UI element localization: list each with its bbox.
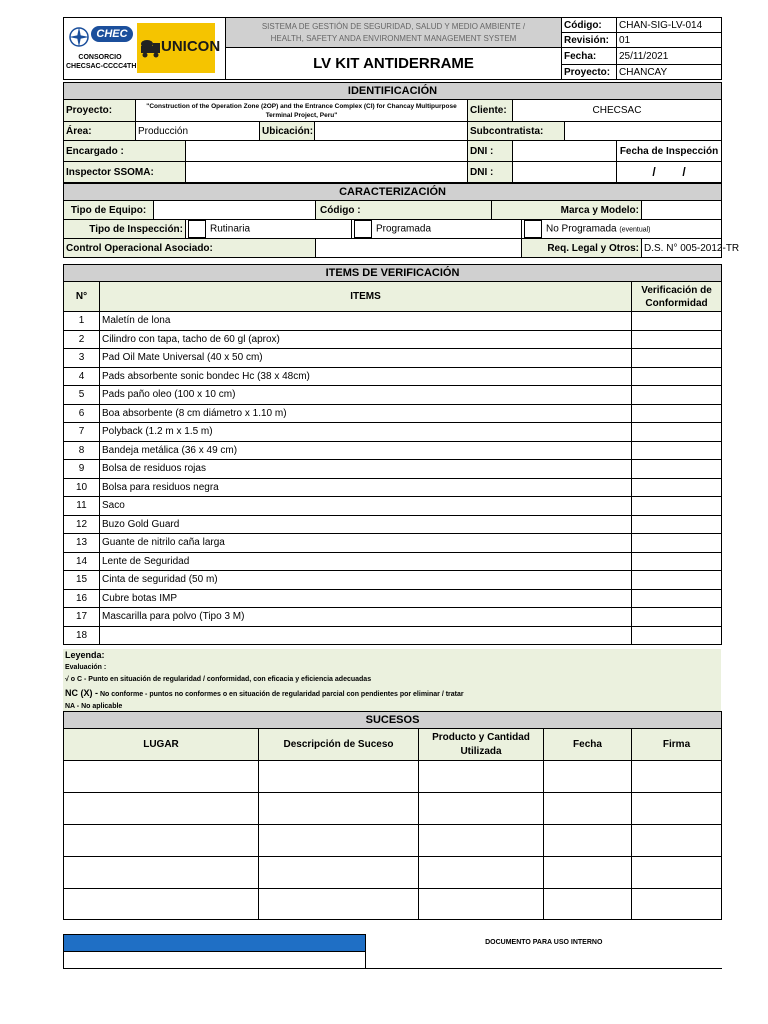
rutinaria-label: Rutinaria (210, 223, 251, 235)
sucesos-row (64, 825, 722, 857)
fecha-cell[interactable] (544, 889, 632, 920)
desc-cell[interactable] (259, 889, 419, 920)
req-legal-label: Req. Legal y Otros: (522, 239, 642, 258)
meta-value-fecha: 25/11/2021 (617, 48, 722, 65)
item-row (64, 571, 722, 590)
leyenda-nc-text: No conforme - puntos no conformes o en situación de regularidad parcial con pendientes por eliminar / tratar (98, 690, 464, 698)
cliente-value[interactable]: CHECSAC (513, 100, 722, 122)
item-verification-cell[interactable] (632, 441, 722, 460)
item-verification-cell[interactable] (632, 515, 722, 534)
item-text: Polyback (1.2 m x 1.5 m) (100, 423, 632, 442)
leyenda-c: √ o C - Punto en situación de regularidad / conformidad, con eficacia y eficiencia adecuadas (65, 676, 372, 683)
item-text: Mascarilla para polvo (Tipo 3 M) (100, 608, 632, 627)
inspector-field[interactable] (186, 162, 468, 183)
item-text: Cubre botas IMP (100, 589, 632, 608)
item-number: 14 (64, 552, 100, 571)
identificacion-title: IDENTIFICACIÓN (64, 83, 722, 100)
meta-label-proyecto: Proyecto: (562, 65, 617, 80)
col-prod-line1: Producto y Cantidad (432, 731, 530, 743)
dni-field-1[interactable] (513, 141, 617, 162)
item-number: 5 (64, 386, 100, 405)
encargado-field[interactable] (186, 141, 468, 162)
item-verification-cell[interactable] (632, 608, 722, 627)
item-row (64, 589, 722, 608)
item-row (64, 441, 722, 460)
lugar-cell[interactable] (64, 761, 259, 793)
item-verification-cell[interactable] (632, 423, 722, 442)
system-title-cell (226, 18, 562, 48)
opt-programada[interactable] (352, 220, 522, 239)
item-row (64, 534, 722, 553)
marca-field[interactable] (642, 201, 722, 220)
no-programada-label: No Programada (546, 223, 617, 235)
item-verification-cell[interactable] (632, 626, 722, 645)
item-row (64, 349, 722, 368)
dni-label-1: DNI : (468, 141, 513, 162)
unicon-logo (137, 23, 221, 73)
item-row (64, 497, 722, 516)
item-number: 10 (64, 478, 100, 497)
firma-cell[interactable] (632, 825, 722, 857)
prod-cell[interactable] (419, 793, 544, 825)
subcontratista-label: Subcontratista: (468, 122, 565, 141)
col-desc-header: Descripción de Suceso (259, 729, 419, 761)
item-text: Lente de Seguridad (100, 552, 632, 571)
col-firma-header: Firma (632, 729, 722, 761)
item-row (64, 367, 722, 386)
footer-blank-cell (64, 952, 366, 969)
item-verification-cell[interactable] (632, 330, 722, 349)
tipo-equipo-field[interactable] (154, 201, 316, 220)
header-table (63, 17, 722, 80)
item-number: 1 (64, 312, 100, 331)
col-lugar-header: LUGAR (64, 729, 259, 761)
desc-cell[interactable] (259, 857, 419, 889)
item-number: 8 (64, 441, 100, 460)
items-body (64, 312, 722, 645)
col-verif-line1: Verificación de (641, 284, 712, 296)
item-verification-cell[interactable] (632, 571, 722, 590)
meta-value-proyecto: CHANCAY (617, 65, 722, 80)
item-number: 7 (64, 423, 100, 442)
leyenda-evaluacion: Evaluación : (65, 663, 107, 671)
firma-cell[interactable] (632, 889, 722, 920)
desc-cell[interactable] (259, 761, 419, 793)
item-text: Bolsa de residuos rojas (100, 460, 632, 479)
item-row (64, 404, 722, 423)
item-row (64, 386, 722, 405)
rutinaria-checkbox[interactable] (188, 220, 206, 238)
opt-rutinaria[interactable] (186, 220, 352, 239)
item-verification-cell[interactable] (632, 478, 722, 497)
sucesos-row (64, 793, 722, 825)
cliente-label: Cliente: (468, 100, 513, 122)
item-row (64, 552, 722, 571)
sucesos-row (64, 761, 722, 793)
item-text: Bolsa para residuos negra (100, 478, 632, 497)
fecha-cell[interactable] (544, 857, 632, 889)
sucesos-title: SUCESOS (64, 712, 722, 729)
area-value[interactable]: Producción (136, 122, 260, 141)
col-fecha-header: Fecha (544, 729, 632, 761)
eventual-label: (eventual) (619, 226, 651, 234)
codigo-label: Código : (316, 201, 492, 220)
consorcio-logo (66, 20, 137, 78)
sucesos-row (64, 857, 722, 889)
item-text: Pads paño oleo (100 x 10 cm) (100, 386, 632, 405)
dni-label-2: DNI : (468, 162, 513, 183)
item-row (64, 608, 722, 627)
system-line1: SISTEMA DE GESTIÓN DE SEGURIDAD, SALUD Y MEDIO AMBIENTE / (261, 21, 526, 31)
lugar-cell[interactable] (64, 857, 259, 889)
tipo-inspeccion-label: Tipo de Inspección: (64, 220, 186, 239)
programada-label: Programada (376, 223, 432, 235)
consorcio-line2: CHECSAC-CCCC4TH (66, 63, 137, 70)
item-verification-cell[interactable] (632, 312, 722, 331)
item-verification-cell[interactable] (632, 404, 722, 423)
item-verification-cell[interactable] (632, 460, 722, 479)
compass-icon (68, 26, 90, 48)
leyenda-na: NA - No aplicable (65, 703, 123, 710)
items-table (63, 264, 722, 645)
item-number: 12 (64, 515, 100, 534)
items-title: ITEMS DE VERIFICACIÓN (64, 265, 722, 282)
proyecto-label: Proyecto: (64, 100, 136, 122)
item-verification-cell[interactable] (632, 367, 722, 386)
unicon-text: UNICON (161, 38, 221, 55)
item-text: Pads absorbente sonic bondec Hc (38 x 48cm) (100, 367, 632, 386)
footer-blue-bar (64, 935, 366, 952)
leyenda-nc-prefix: NC (X) - (65, 687, 98, 698)
item-row (64, 312, 722, 331)
inspector-label: Inspector SSOMA: (64, 162, 186, 183)
fecha-cell[interactable] (544, 761, 632, 793)
col-prod-line2: Utilizada (460, 745, 502, 757)
ubicacion-field[interactable] (315, 122, 468, 141)
item-number: 15 (64, 571, 100, 590)
consorcio-line1: CONSORCIO (78, 54, 122, 61)
item-text: Cilindro con tapa, tacho de 60 gl (aprox) (100, 330, 632, 349)
item-text: Maletín de lona (100, 312, 632, 331)
item-text: Boa absorbente (8 cm diámetro x 1.10 m) (100, 404, 632, 423)
req-legal-value[interactable]: D.S. N° 005-2012-TR (642, 239, 722, 258)
prod-cell[interactable] (419, 761, 544, 793)
meta-label-fecha: Fecha: (562, 48, 617, 65)
item-text: Saco (100, 497, 632, 516)
item-number: 11 (64, 497, 100, 516)
col-prod-header (419, 729, 544, 761)
prod-cell[interactable] (419, 857, 544, 889)
desc-cell[interactable] (259, 825, 419, 857)
area-label: Área: (64, 122, 136, 141)
item-text: Guante de nitrilo caña larga (100, 534, 632, 553)
leyenda-title: Leyenda: (65, 650, 105, 660)
prod-cell[interactable] (419, 825, 544, 857)
caracterizacion-table (63, 183, 740, 258)
mixer-truck-icon (140, 37, 162, 59)
item-text (100, 626, 632, 645)
fecha-cell[interactable] (544, 793, 632, 825)
leyenda-box (63, 649, 721, 711)
caracterizacion-title: CARACTERIZACIÓN (64, 184, 722, 201)
col-verif-line2: Conformidad (645, 297, 708, 309)
meta-label-revision: Revisión: (562, 33, 617, 48)
proyecto-value: "Construction of the Operation Zone (2OP) and the Entrance Complex (CI) for Chancay Multipurpose Terminal Project, Peru" (136, 100, 468, 122)
item-number: 3 (64, 349, 100, 368)
ubicacion-label: Ubicación: (260, 122, 315, 141)
item-number: 13 (64, 534, 100, 553)
item-number: 18 (64, 626, 100, 645)
item-row (64, 423, 722, 442)
fecha-cell[interactable] (544, 825, 632, 857)
opt-no-programada[interactable] (522, 220, 722, 239)
item-text: Pad Oil Mate Universal (40 x 50 cm) (100, 349, 632, 368)
item-row (64, 478, 722, 497)
lugar-cell[interactable] (64, 793, 259, 825)
item-row (64, 626, 722, 645)
item-number: 16 (64, 589, 100, 608)
leyenda-nc (65, 687, 719, 702)
identificacion-table (63, 82, 722, 183)
item-number: 9 (64, 460, 100, 479)
meta-value-revision: 01 (617, 33, 722, 48)
item-text: Bandeja metálica (36 x 49 cm) (100, 441, 632, 460)
item-text: Cinta de seguridad (50 m) (100, 571, 632, 590)
item-number: 6 (64, 404, 100, 423)
fecha-inspeccion-label: Fecha de Inspección (617, 141, 722, 162)
firma-cell[interactable] (632, 793, 722, 825)
lugar-cell[interactable] (64, 889, 259, 920)
col-n-header: N° (64, 282, 100, 312)
item-verification-cell[interactable] (632, 534, 722, 553)
no-programada-checkbox[interactable] (524, 220, 542, 238)
dni-field-2[interactable] (513, 162, 617, 183)
sucesos-row (64, 889, 722, 920)
fecha-inspeccion-field[interactable]: / / (617, 162, 722, 183)
firma-cell[interactable] (632, 857, 722, 889)
item-verification-cell[interactable] (632, 349, 722, 368)
chec-logo: CHEC (91, 26, 133, 42)
system-line2: HEALTH, SAFETY ANDA ENVIRONMENT MANAGEMENT SYSTEM (270, 33, 517, 43)
item-verification-cell[interactable] (632, 386, 722, 405)
firma-cell[interactable] (632, 761, 722, 793)
footer-text: DOCUMENTO PARA USO INTERNO (366, 935, 722, 969)
col-items-header: ITEMS (100, 282, 632, 312)
prod-cell[interactable] (419, 889, 544, 920)
item-row (64, 330, 722, 349)
item-verification-cell[interactable] (632, 497, 722, 516)
marca-label: Marca y Modelo: (492, 201, 642, 220)
item-number: 4 (64, 367, 100, 386)
item-row (64, 460, 722, 479)
footer-table (63, 934, 722, 969)
item-verification-cell[interactable] (632, 552, 722, 571)
control-field[interactable] (316, 239, 522, 258)
item-number: 2 (64, 330, 100, 349)
subcontratista-field[interactable] (565, 122, 722, 141)
meta-value-codigo: CHAN-SIG-LV-014 (617, 18, 722, 33)
tipo-equipo-label: Tipo de Equipo: (64, 201, 154, 220)
logos-cell (64, 18, 226, 80)
col-verif-header (632, 282, 722, 312)
sucesos-table (63, 711, 722, 920)
item-verification-cell[interactable] (632, 589, 722, 608)
encargado-label: Encargado : (64, 141, 186, 162)
item-row (64, 515, 722, 534)
meta-label-codigo: Código: (562, 18, 617, 33)
form-title: LV KIT ANTIDERRAME (226, 48, 562, 80)
desc-cell[interactable] (259, 793, 419, 825)
control-label: Control Operacional Asociado: (64, 239, 316, 258)
item-text: Buzo Gold Guard (100, 515, 632, 534)
item-number: 17 (64, 608, 100, 627)
programada-checkbox[interactable] (354, 220, 372, 238)
lugar-cell[interactable] (64, 825, 259, 857)
